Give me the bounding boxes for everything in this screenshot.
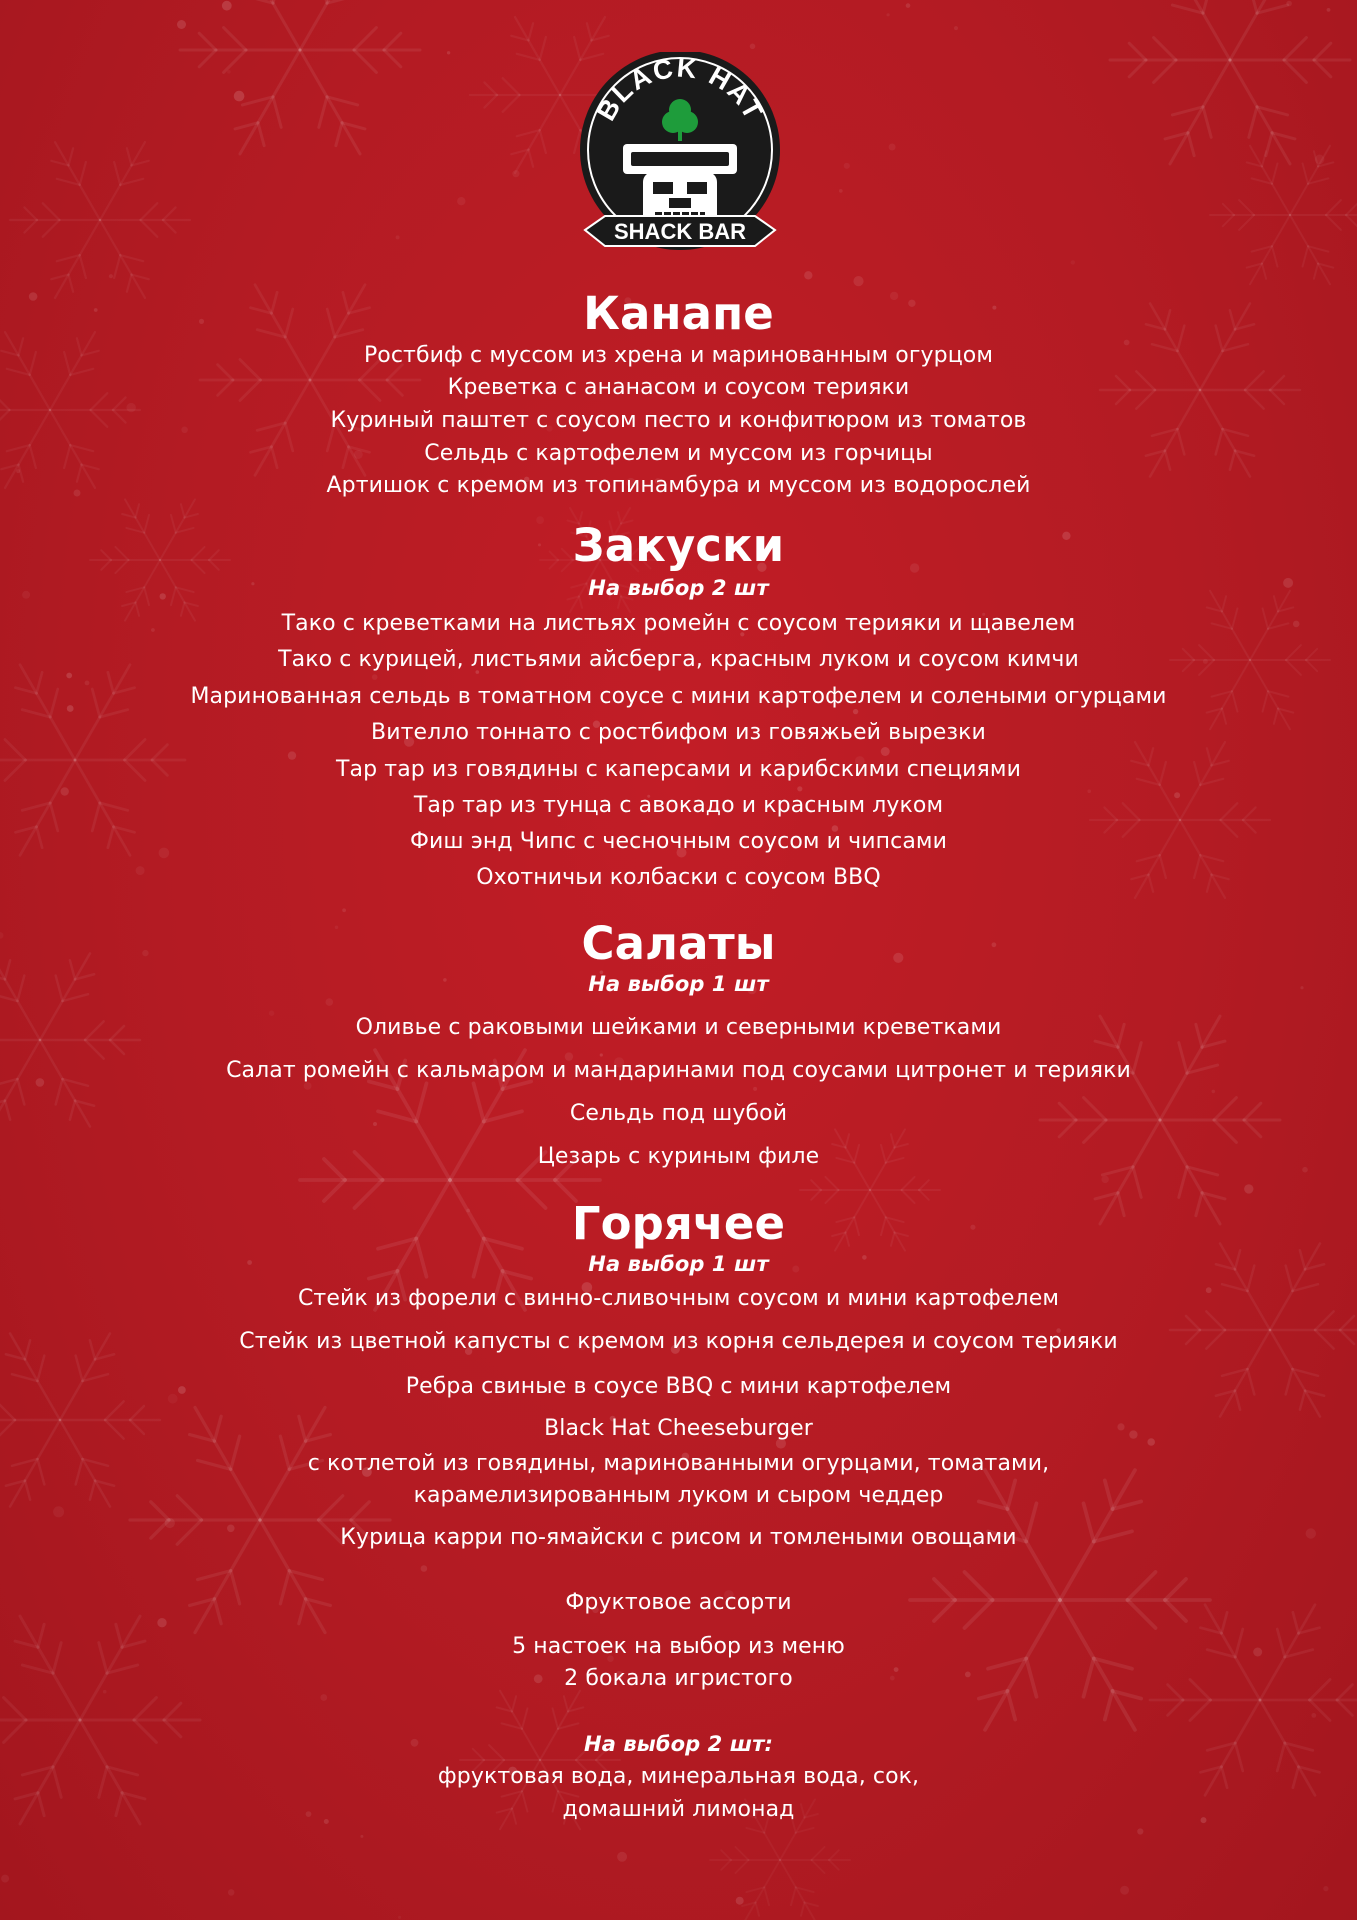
menu-item: Артишок с кремом из топинамбура и муссом из водорослей [326,473,1031,498]
menu-item: Ребра свиные в соусе BBQ с мини картофелем [405,1374,952,1399]
menu-item: Сельдь с картофелем и муссом из горчицы [424,441,933,466]
menu-item: Сельдь под шубой [569,1101,788,1126]
section-title-hot: Горячее [571,1197,786,1250]
extra-fruit: Фруктовое ассорти [565,1590,792,1615]
black-hat-shack-bar-logo [577,52,783,268]
section-choice-salads: На выбор 1 шт [588,972,769,996]
menu-item: Куриный паштет с соусом песто и конфитюром из томатов [330,408,1027,433]
menu-item: Маринованная сельдь в томатном соусе с мини картофелем и солеными огурцами [190,684,1167,709]
menu-item: Вителло тоннато с ростбифом из говяжьей вырезки [371,720,986,745]
extra-sparkling: 2 бокала игристого [564,1666,793,1691]
drinks-choice: На выбор 2 шт: [584,1732,773,1756]
menu-item: Тар тар из говядины с каперсами и карибскими специями [336,757,1021,782]
extra-tinctures: 5 настоек на выбор из меню [512,1634,845,1659]
menu-item-name: Black Hat Cheeseburger [544,1416,813,1441]
menu-item: Оливье с раковыми шейками и северными креветками [355,1015,1002,1040]
section-title-salads: Салаты [581,917,776,970]
drinks-list: домашний лимонад [562,1797,795,1822]
menu-item: Креветка с ананасом и соусом терияки [447,375,910,400]
menu-item-description: с котлетой из говядины, маринованными огурцами, томатами, [307,1451,1050,1476]
menu-item: Тако с креветками на листьях ромейн с соусом терияки и щавелем [281,611,1076,636]
menu-item: Фиш энд Чипс с чесночным соусом и чипсами [409,829,948,854]
logo-top-text: BLACK HAT [590,52,770,126]
menu-item: Тако с курицей, листьями айсберга, красным луком и соусом кимчи [278,647,1079,672]
section-choice-snacks: На выбор 2 шт [588,576,769,600]
menu-item-description: карамелизированным луком и сыром чеддер [413,1483,944,1508]
drinks-list: фруктовая вода, минеральная вода, сок, [437,1764,920,1789]
menu-item: Стейк из цветной капусты с кремом из корня сельдерея и соусом терияки [239,1329,1118,1354]
menu-item: Цезарь с куриным филе [537,1144,820,1169]
section-title-snacks: Закуски [572,519,785,572]
menu-item: Курица карри по-ямайски с рисом и томлеными овощами [340,1525,1017,1550]
menu-item: Тар тар из тунца с авокадо и красным луком [413,793,944,818]
menu-item: Стейк из форели с винно-сливочным соусом и мини картофелем [297,1286,1060,1311]
menu-item: Салат ромейн с кальмаром и мандаринами под соусами цитронет и терияки [226,1058,1131,1083]
logo-bottom-text: SHACK BAR [614,219,746,244]
menu-item: Охотничьи колбаски с соусом BBQ [476,865,881,890]
menu-item: Ростбиф с муссом из хрена и маринованным огурцом [363,343,994,368]
section-choice-hot: На выбор 1 шт [588,1252,769,1276]
section-title-canape: Канапе [583,287,774,340]
